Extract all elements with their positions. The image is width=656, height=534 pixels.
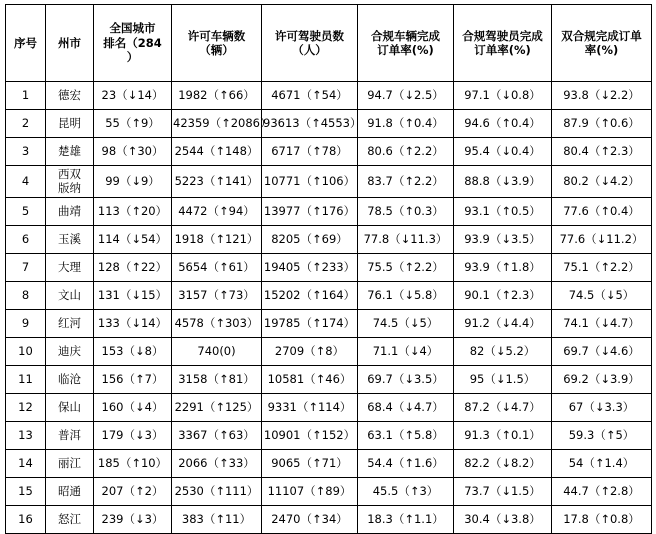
cell-city: 丽江 — [46, 449, 94, 477]
cell-vehicle-rate: 77.8（↓11.3） — [358, 225, 454, 253]
cell-rank: 131（↓15） — [94, 281, 172, 309]
cell-driver-rate: 30.4（↓3.8） — [454, 505, 552, 533]
table-row — [6, 197, 652, 225]
cell-city: 文山 — [46, 281, 94, 309]
table-row — [6, 110, 652, 138]
cell-both-rate: 67（↓3.3） — [552, 393, 652, 421]
cell-vehicles: 42359（↑2086） — [172, 110, 262, 138]
column-header-licensed-drivers: 许可驾驶员数 （人） — [262, 5, 358, 82]
cell-rank: 23（↓14） — [94, 82, 172, 110]
cell-driver-rate: 94.6（↑0.4） — [454, 110, 552, 138]
cell-vehicle-rate: 63.1（↑5.8） — [358, 421, 454, 449]
cell-drivers: 10901（↑152） — [262, 421, 358, 449]
cell-drivers: 9065（↑71） — [262, 449, 358, 477]
cell-rank: 239（↓3） — [94, 505, 172, 533]
table-row — [6, 393, 652, 421]
cell-index: 14 — [6, 449, 46, 477]
cell-driver-rate: 97.1（↓0.8） — [454, 82, 552, 110]
cell-rank: 179（↓3） — [94, 421, 172, 449]
cell-vehicle-rate: 71.1（↓4） — [358, 337, 454, 365]
table-header-row — [6, 5, 652, 82]
table-row — [6, 166, 652, 198]
cell-city: 普洱 — [46, 421, 94, 449]
cell-vehicle-rate: 45.5（↑3） — [358, 477, 454, 505]
table-row — [6, 449, 652, 477]
cell-driver-rate: 95.4（↓0.4） — [454, 138, 552, 166]
cell-index: 16 — [6, 505, 46, 533]
column-header-both-order-rate: 双合规完成订单 率(%) — [552, 5, 652, 82]
cell-drivers: 10771（↑106） — [262, 166, 358, 198]
cell-both-rate: 77.6（↑0.4） — [552, 197, 652, 225]
cell-vehicle-rate: 69.7（↓3.5） — [358, 365, 454, 393]
cell-index: 4 — [6, 166, 46, 198]
cell-drivers: 2470（↑34） — [262, 505, 358, 533]
cell-both-rate: 59.3（↑5） — [552, 421, 652, 449]
cell-vehicles: 740(0) — [172, 337, 262, 365]
cell-driver-rate: 90.1（↑2.3） — [454, 281, 552, 309]
column-header-index: 序号 — [6, 5, 46, 82]
cell-city: 玉溪 — [46, 225, 94, 253]
cell-vehicles: 2066（↑33） — [172, 449, 262, 477]
cell-both-rate: 74.5（↓5） — [552, 281, 652, 309]
cell-both-rate: 69.2（↓3.9） — [552, 365, 652, 393]
cell-vehicle-rate: 74.5（↓5） — [358, 309, 454, 337]
cell-both-rate: 93.8（↓2.2） — [552, 82, 652, 110]
cell-driver-rate: 82.2（↓8.2） — [454, 449, 552, 477]
cell-drivers: 10581（↑46） — [262, 365, 358, 393]
cell-city: 德宏 — [46, 82, 94, 110]
cell-driver-rate: 88.8（↓3.9） — [454, 166, 552, 198]
table-row — [6, 253, 652, 281]
cell-drivers: 8205（↑69） — [262, 225, 358, 253]
cell-vehicles: 4472（↑94） — [172, 197, 262, 225]
cell-driver-rate: 93.9（↓3.5） — [454, 225, 552, 253]
cell-driver-rate: 93.1（↑0.5） — [454, 197, 552, 225]
cell-rank: 153（↓8） — [94, 337, 172, 365]
cell-rank: 98（↑30） — [94, 138, 172, 166]
cell-drivers: 6717（↑78） — [262, 138, 358, 166]
cell-city: 昭通 — [46, 477, 94, 505]
cell-both-rate: 75.1（↑2.2） — [552, 253, 652, 281]
cell-vehicles: 3157（↑73） — [172, 281, 262, 309]
cell-index: 11 — [6, 365, 46, 393]
cell-city: 怒江 — [46, 505, 94, 533]
cell-vehicle-rate: 68.4（↓4.7） — [358, 393, 454, 421]
column-header-national-rank: 全国城市 排名（284 ） — [94, 5, 172, 82]
cell-city: 楚雄 — [46, 138, 94, 166]
table-row — [6, 309, 652, 337]
cell-rank: 113（↑20） — [94, 197, 172, 225]
cell-vehicle-rate: 75.5（↑2.2） — [358, 253, 454, 281]
table-row — [6, 365, 652, 393]
column-header-vehicle-order-rate: 合规车辆完成 订单率(%) — [358, 5, 454, 82]
cell-index: 8 — [6, 281, 46, 309]
cell-index: 15 — [6, 477, 46, 505]
cell-vehicles: 4578（↑303） — [172, 309, 262, 337]
cell-rank: 185（↑10） — [94, 449, 172, 477]
cell-driver-rate: 82（↓5.2） — [454, 337, 552, 365]
cell-both-rate: 87.9（↑0.6） — [552, 110, 652, 138]
cell-index: 3 — [6, 138, 46, 166]
column-header-city: 州市 — [46, 5, 94, 82]
cell-index: 6 — [6, 225, 46, 253]
cell-city: 临沧 — [46, 365, 94, 393]
cell-rank: 156（↑7） — [94, 365, 172, 393]
cell-drivers: 19405（↑233） — [262, 253, 358, 281]
cell-vehicle-rate: 94.7（↓2.5） — [358, 82, 454, 110]
table-row — [6, 82, 652, 110]
table-row — [6, 225, 652, 253]
cell-drivers: 93613（↑4553） — [262, 110, 358, 138]
cell-vehicles: 5654（↑61） — [172, 253, 262, 281]
cell-vehicle-rate: 54.4（↑1.6） — [358, 449, 454, 477]
cell-both-rate: 44.7（↑2.8） — [552, 477, 652, 505]
cell-city: 大理 — [46, 253, 94, 281]
cell-drivers: 13977（↑176） — [262, 197, 358, 225]
column-header-licensed-vehicles: 许可车辆数 （辆） — [172, 5, 262, 82]
cell-city: 红河 — [46, 309, 94, 337]
table-row — [6, 421, 652, 449]
cell-index: 10 — [6, 337, 46, 365]
table-row — [6, 477, 652, 505]
cell-vehicles: 2544（↑148） — [172, 138, 262, 166]
cell-vehicle-rate: 91.8（↑0.4） — [358, 110, 454, 138]
cell-driver-rate: 87.2（↓4.7） — [454, 393, 552, 421]
cell-driver-rate: 93.9（↑1.8） — [454, 253, 552, 281]
cell-index: 9 — [6, 309, 46, 337]
cell-vehicle-rate: 80.6（↑2.2） — [358, 138, 454, 166]
cell-index: 5 — [6, 197, 46, 225]
cell-drivers: 15202（↑164） — [262, 281, 358, 309]
cell-vehicle-rate: 76.1（↓5.8） — [358, 281, 454, 309]
cell-rank: 128（↑22） — [94, 253, 172, 281]
city-compliance-table — [5, 4, 652, 534]
cell-drivers: 19785（↑174） — [262, 309, 358, 337]
cell-index: 12 — [6, 393, 46, 421]
cell-drivers: 2709（↑8） — [262, 337, 358, 365]
cell-both-rate: 77.6（↓11.2） — [552, 225, 652, 253]
cell-driver-rate: 73.7（↓1.5） — [454, 477, 552, 505]
cell-driver-rate: 91.2（↓4.4） — [454, 309, 552, 337]
column-header-driver-order-rate: 合规驾驶员完成 订单率(%) — [454, 5, 552, 82]
cell-vehicle-rate: 18.3（↑1.1） — [358, 505, 454, 533]
cell-city: 保山 — [46, 393, 94, 421]
cell-rank: 55（↑9） — [94, 110, 172, 138]
cell-rank: 160（↓4） — [94, 393, 172, 421]
cell-index: 2 — [6, 110, 46, 138]
cell-rank: 99（↓9） — [94, 166, 172, 198]
cell-vehicles: 1982（↑66） — [172, 82, 262, 110]
cell-rank: 207（↑2） — [94, 477, 172, 505]
cell-index: 1 — [6, 82, 46, 110]
cell-vehicles: 2530（↑111） — [172, 477, 262, 505]
cell-both-rate: 74.1（↓4.7） — [552, 309, 652, 337]
cell-vehicles: 2291（↑125） — [172, 393, 262, 421]
cell-drivers: 4671（↑54） — [262, 82, 358, 110]
cell-vehicle-rate: 83.7（↑2.2） — [358, 166, 454, 198]
cell-city: 曲靖 — [46, 197, 94, 225]
cell-both-rate: 17.8（↑0.8） — [552, 505, 652, 533]
cell-both-rate: 69.7（↓4.6） — [552, 337, 652, 365]
cell-vehicles: 383（↑11） — [172, 505, 262, 533]
cell-index: 7 — [6, 253, 46, 281]
cell-driver-rate: 91.3（↑0.1） — [454, 421, 552, 449]
cell-city: 西双 版纳 — [46, 166, 94, 198]
cell-city: 迪庆 — [46, 337, 94, 365]
cell-both-rate: 80.4（↑2.3） — [552, 138, 652, 166]
cell-rank: 114（↓54） — [94, 225, 172, 253]
cell-both-rate: 54（↑1.4） — [552, 449, 652, 477]
table-row — [6, 138, 652, 166]
cell-drivers: 9331（↑114） — [262, 393, 358, 421]
cell-vehicles: 3367（↑63） — [172, 421, 262, 449]
table-row — [6, 505, 652, 533]
cell-both-rate: 80.2（↓4.2） — [552, 166, 652, 198]
cell-vehicles: 3158（↑81） — [172, 365, 262, 393]
cell-index: 13 — [6, 421, 46, 449]
cell-driver-rate: 95（↓1.5） — [454, 365, 552, 393]
table-row — [6, 337, 652, 365]
cell-vehicles: 5223（↑141） — [172, 166, 262, 198]
cell-city: 昆明 — [46, 110, 94, 138]
cell-vehicles: 1918（↑121） — [172, 225, 262, 253]
cell-vehicle-rate: 78.5（↑0.3） — [358, 197, 454, 225]
table-row — [6, 281, 652, 309]
cell-drivers: 11107（↑89） — [262, 477, 358, 505]
cell-rank: 133（↓14） — [94, 309, 172, 337]
